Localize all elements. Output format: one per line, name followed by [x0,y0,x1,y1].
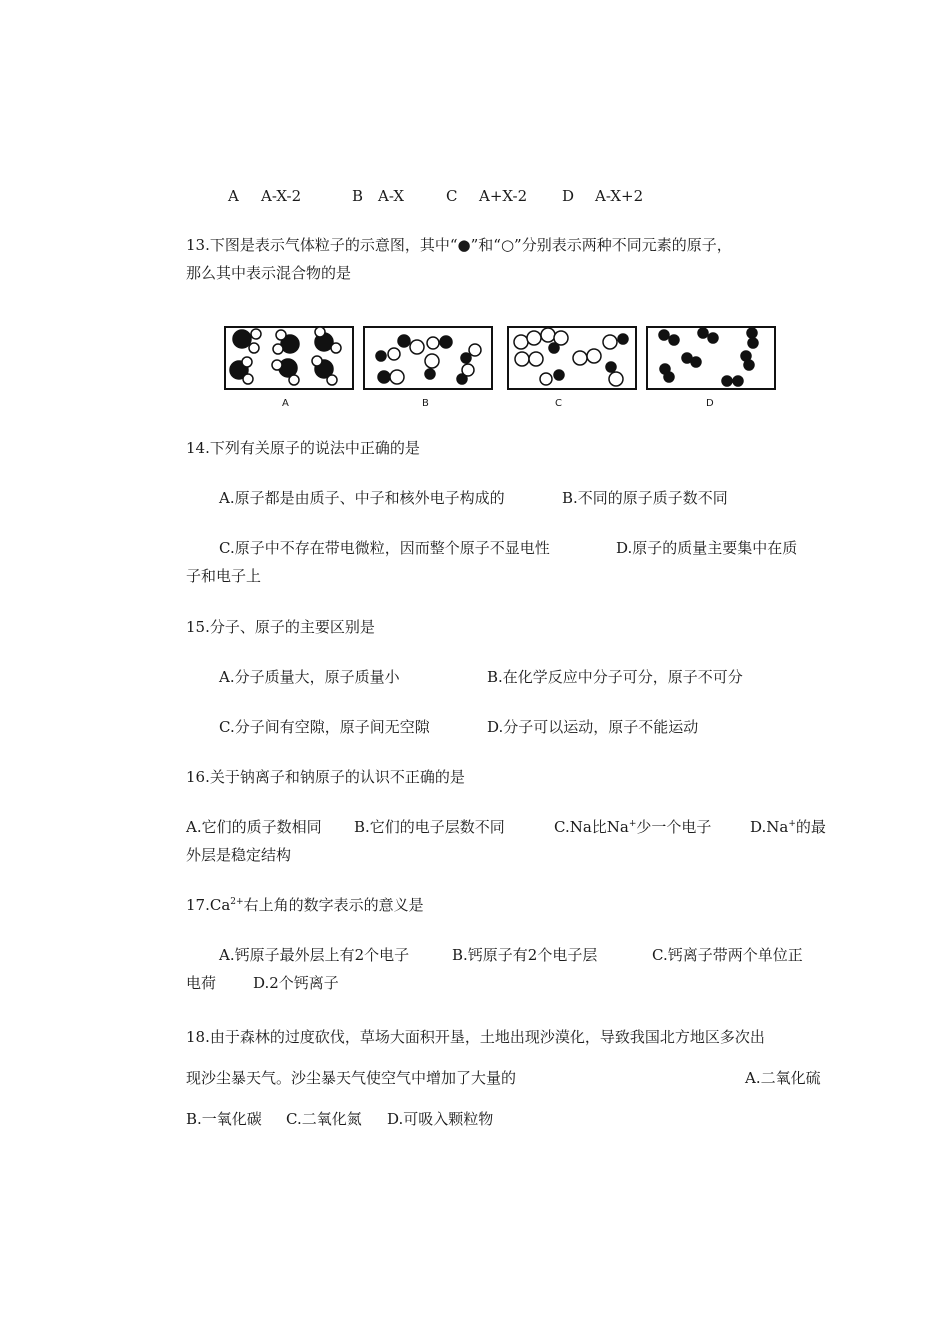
panel-d-label: D [706,398,714,409]
q16-stem: 16.关于钠离子和钠原子的认识不正确的是 [186,768,465,786]
panel-d-molecules [659,328,758,386]
panel-c-label: C [555,398,562,409]
particle-diagram-svg [222,322,782,398]
particle-diagram [222,322,782,422]
q12-option-c-text: A+X-2 [479,187,528,205]
q15-stem: 15.分子、原子的主要区别是 [186,618,375,636]
q14-option-a: A.原子都是由质子、中子和核外电子构成的 [219,489,505,507]
q17-option-c-cont: 电荷 [186,974,217,992]
q17-option-a: A.钙原子最外层上有2个电子 [219,946,410,964]
panel-c-molecules [514,328,628,386]
q17-option-d: D.2个钙离子 [253,974,339,992]
q18-option-a: A.二氧化硫 [745,1069,821,1087]
q16-option-d-post: 的最 [795,818,826,836]
q13-stem-line1: 13.下图是表示气体粒子的示意图，其中“●”和“○”分别表示两种不同元素的原子， [186,236,732,254]
q12-option-a-text: A-X-2 [261,187,302,205]
q14-stem: 14.下列有关原子的说法中正确的是 [186,439,420,457]
q12-option-b-letter: B [352,187,364,205]
q12-option-d-text: A-X+2 [595,187,644,205]
q16-option-b: B.它们的电子层数不同 [354,818,505,836]
q16-option-a: A.它们的质子数相同 [186,818,322,836]
q12-option-c-letter: C [446,187,458,205]
q16-option-d-sup: + [788,819,796,829]
q15-option-a: A.分子质量大，原子质量小 [219,668,400,686]
q16-option-c [554,816,711,838]
q18-option-c: C.二氧化氮 [286,1110,362,1128]
q14-option-b: B.不同的原子质子数不同 [562,489,728,507]
q13-stem-line2: 那么其中表示混合物的是 [186,264,352,282]
q17-stem-post: 右上角的数字表示的意义是 [243,896,424,914]
q12-option-b-text: A-X [378,187,405,205]
q14-option-d: D.原子的质量主要集中在质 [616,539,798,557]
q15-option-b: B.在化学反应中分子可分，原子不可分 [487,668,743,686]
q18-option-d: D.可吸入颗粒物 [387,1110,494,1128]
q15-option-d: D.分子可以运动，原子不能运动 [487,718,699,736]
q17-option-c: C.钙离子带两个单位正 [652,946,803,964]
q12-option-a-letter: A [228,187,239,205]
q16-option-c-pre: C.Na比Na [554,818,629,836]
q16-option-d [750,816,826,838]
q15-option-c: C.分子间有空隙，原子间无空隙 [219,718,430,736]
q12-options [0,185,950,207]
q17-stem [186,894,424,916]
q16-option-c-post: 少一个电子 [636,818,712,836]
q18-option-b: B.一氧化碳 [186,1110,262,1128]
panel-b-label: B [422,398,429,409]
q12-option-d-letter: D [562,187,575,205]
q17-stem-sup: 2+ [230,897,244,907]
q17-stem-pre: 17.Ca [186,896,231,914]
q16-option-d-cont: 外层是稳定结构 [186,846,292,864]
panel-b-molecules [376,335,481,384]
q16-option-c-sup: + [628,819,637,829]
panel-a-molecules [230,327,341,385]
q18-stem-line1: 18.由于森林的过度砍伐，草场大面积开垦，土地出现沙漠化，导致我国北方地区多次出 [186,1028,765,1046]
q14-option-c: C.原子中不存在带电微粒，因而整个原子不显电性 [219,539,550,557]
q16-option-d-pre: D.Na [750,818,789,836]
panel-a-label: A [282,398,289,409]
q18-stem-line2: 现沙尘暴天气。沙尘暴天气使空气中增加了大量的 [186,1069,517,1087]
q17-option-b: B.钙原子有2个电子层 [452,946,598,964]
q14-option-d-cont: 子和电子上 [186,567,262,585]
